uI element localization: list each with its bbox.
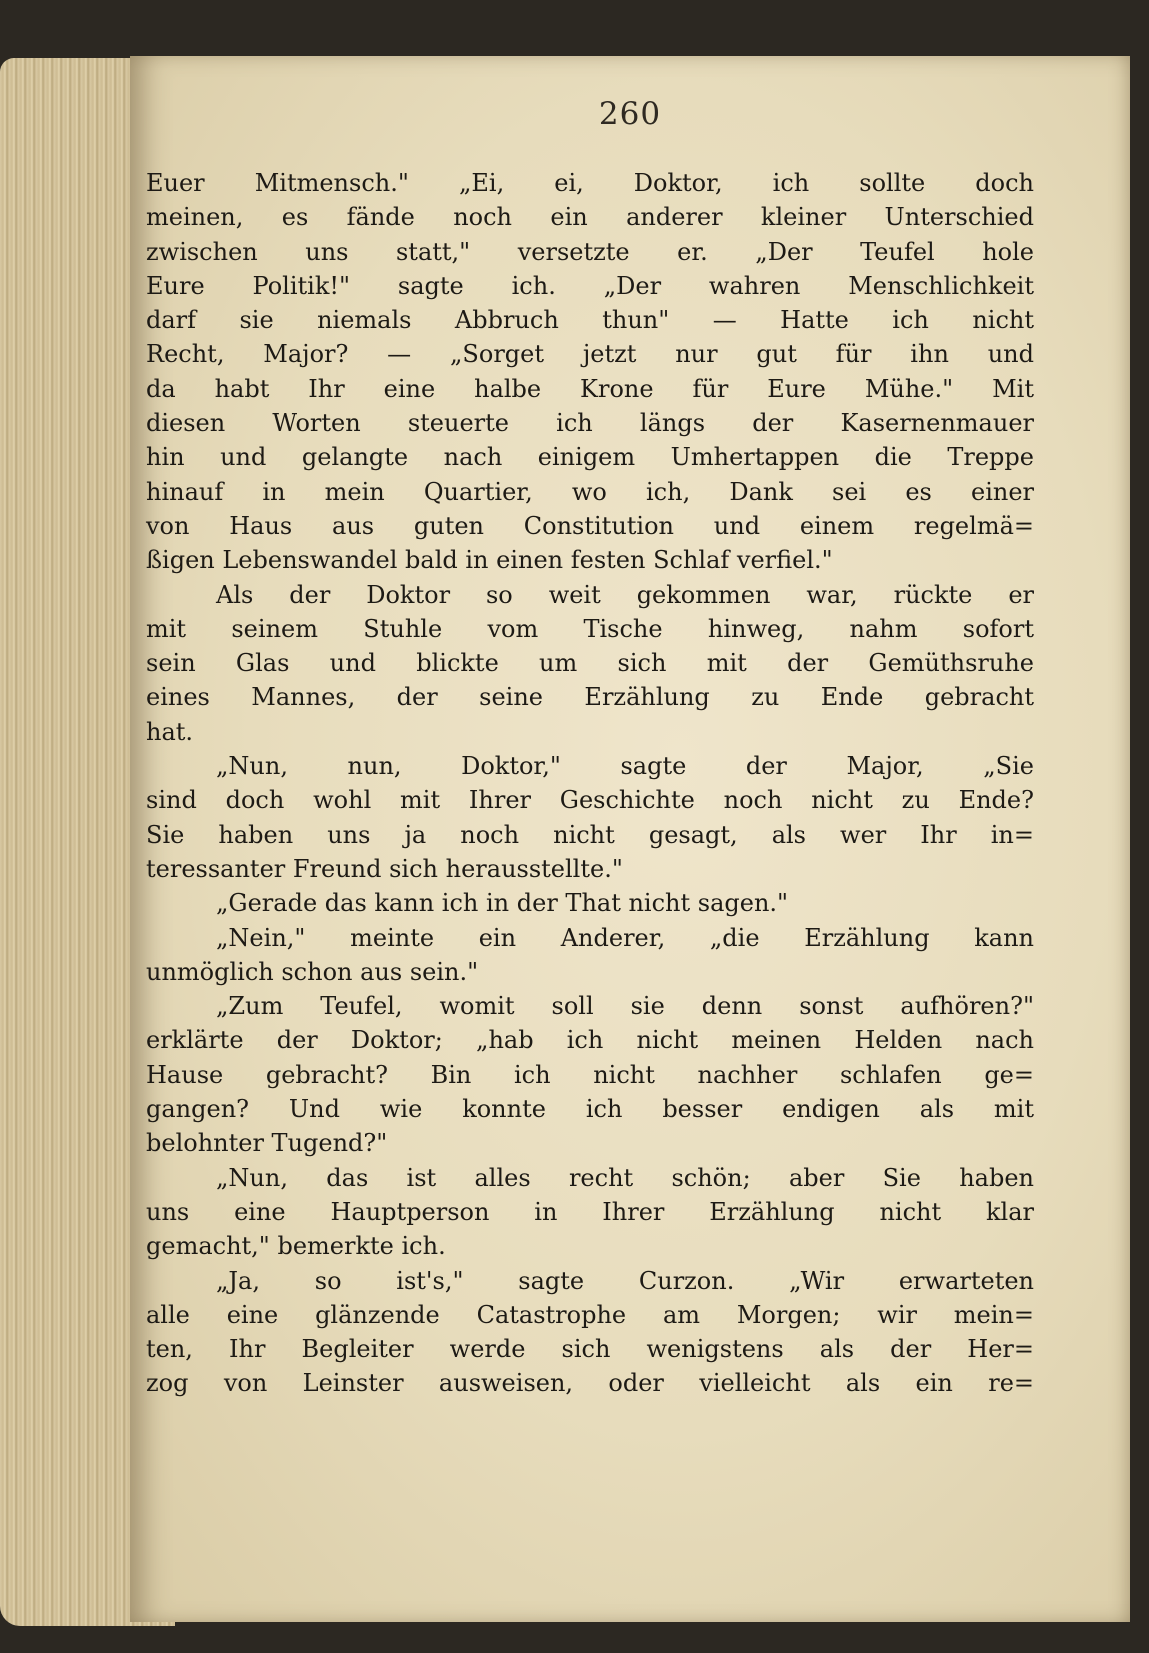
text-line: da habt Ihr eine halbe Krone für Eure Mühe." Mit xyxy=(146,374,1034,403)
text-line: ten, Ihr Begleiter werde sich wenigstens als der Her= xyxy=(146,1335,1034,1364)
text-line: unmöglich schon aus sein." xyxy=(146,957,479,986)
text-line: Sie haben uns ja noch nicht gesagt, als wer Ihr in= xyxy=(146,820,1034,849)
text-line: teressanter Freund sich herausstellte." xyxy=(146,854,623,883)
text-line: diesen Worten steuerte ich längs der Kasernenmauer xyxy=(146,409,1034,438)
text-line: uns eine Hauptperson in Ihrer Erzählung nicht klar xyxy=(146,1197,1034,1226)
text-line: alle eine glänzende Catastrophe am Morgen; wir mein= xyxy=(146,1300,1034,1329)
text-line: „Nein," meinte ein Anderer, „die Erzählung kann xyxy=(216,923,1034,952)
text-line: „Nun, das ist alles recht schön; aber Sie haben xyxy=(216,1163,1034,1192)
text-line: „Gerade das kann ich in der That nicht sagen." xyxy=(216,889,789,918)
text-line: „Nun, nun, Doktor," sagte der Major, „Sie xyxy=(216,752,1034,781)
text-line: Hause gebracht? Bin ich nicht nachher schlafen ge= xyxy=(146,1060,1034,1089)
text-line: zog von Leinster ausweisen, oder vielleicht als ein re= xyxy=(146,1369,1034,1398)
text-line: ßigen Lebenswandel bald in einen festen Schlaf verfiel." xyxy=(146,546,833,575)
text-line: von Haus aus guten Constitution und einem regelmä= xyxy=(146,511,1034,540)
text-line: hat. xyxy=(146,717,194,746)
text-line: gangen? Und wie konnte ich besser endigen als mit xyxy=(146,1095,1034,1124)
page-number: 260 xyxy=(598,96,662,132)
text-line: „Ja, so ist's," sagte Curzon. „Wir erwarteten xyxy=(216,1266,1034,1295)
text-line: hin und gelangte nach einigem Umhertappen die Treppe xyxy=(146,443,1034,472)
text-line: Eure Politik!" sagte ich. „Der wahren Menschlichkeit xyxy=(146,271,1034,300)
text-line: Recht, Major? — „Sorget jetzt nur gut für ihn und xyxy=(146,340,1034,369)
text-line: „Zum Teufel, womit soll sie denn sonst aufhören?" xyxy=(216,992,1034,1021)
body-text xyxy=(146,166,1034,1401)
text-line: meinen, es fände noch ein anderer kleiner Unterschied xyxy=(146,203,1034,232)
text-line: hinauf in mein Quartier, wo ich, Dank sei es einer xyxy=(146,477,1034,506)
text-line: Als der Doktor so weit gekommen war, rückte er xyxy=(216,580,1034,609)
text-line: sind doch wohl mit Ihrer Geschichte noch nicht zu Ende? xyxy=(146,786,1034,815)
text-line: sein Glas und blickte um sich mit der Gemüthsruhe xyxy=(146,649,1034,678)
text-line: erklärte der Doktor; „hab ich nicht meinen Helden nach xyxy=(146,1026,1034,1055)
text-line: Euer Mitmensch." „Ei, ei, Doktor, ich sollte doch xyxy=(146,169,1034,197)
text-line: darf sie niemals Abbruch thun" — Hatte ich nicht xyxy=(146,306,1034,335)
text-line: eines Mannes, der seine Erzählung zu Ende gebracht xyxy=(146,683,1034,712)
text-line: gemacht," bemerkte ich. xyxy=(146,1232,446,1261)
text-line: belohnter Tugend?" xyxy=(146,1129,388,1158)
text-line: zwischen uns statt," versetzte er. „Der Teufel hole xyxy=(146,237,1034,266)
text-line: mit seinem Stuhle vom Tische hinweg, nahm sofort xyxy=(146,614,1034,643)
